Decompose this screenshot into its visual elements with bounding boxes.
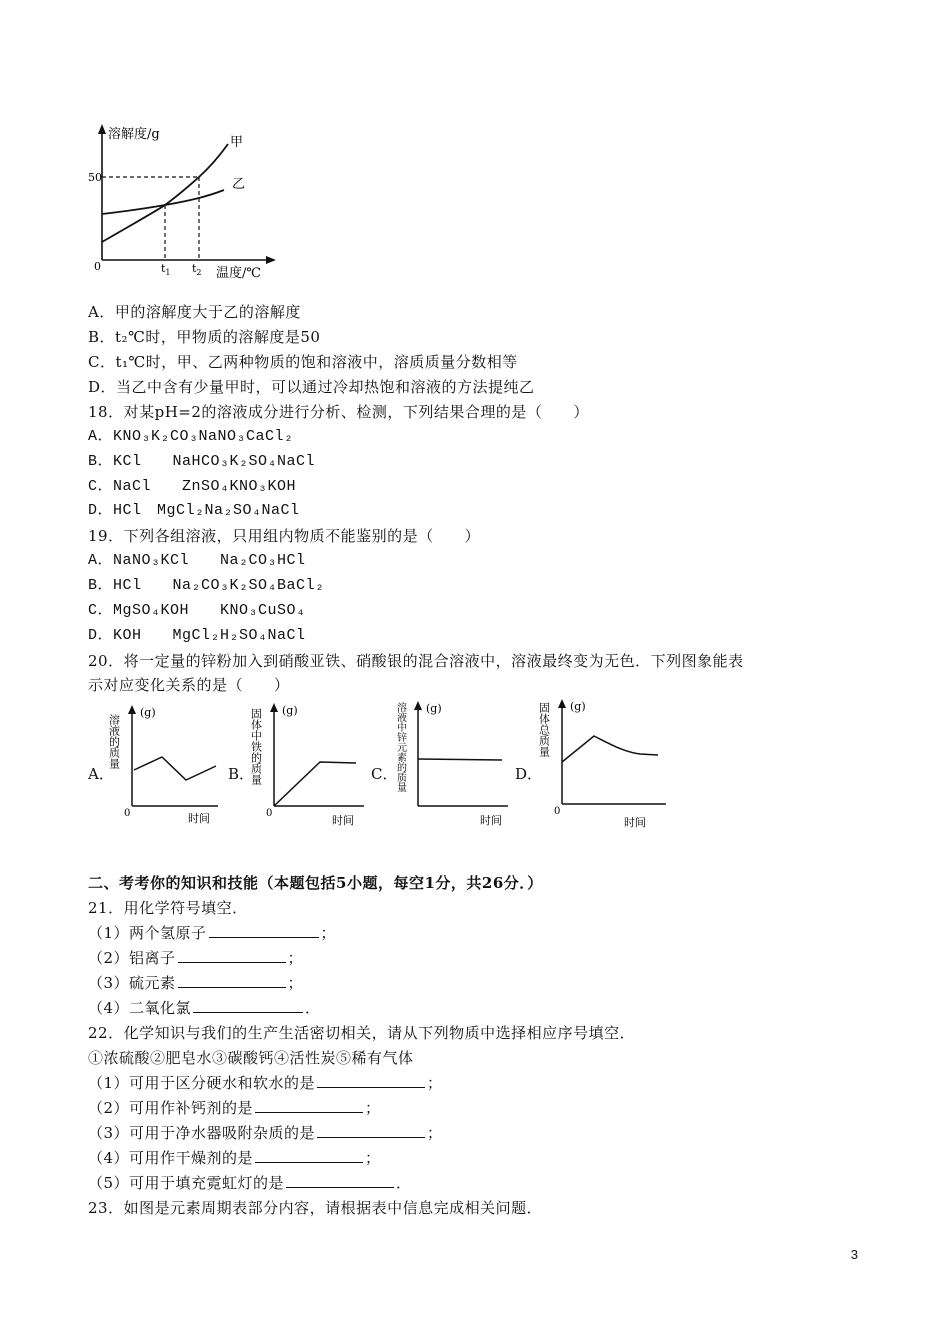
- q20-graph-c-label: C．: [371, 765, 398, 783]
- q19-option-a: A．NaNO₃KCl Na₂CO₃HCl: [88, 552, 306, 569]
- section2-heading: 二、考考你的知识和技能（本题包括5小题，每空1分，共26分．）: [88, 874, 543, 892]
- q22-blank-2[interactable]: [255, 1098, 363, 1113]
- q21-item-1-text: （1）两个氢原子: [88, 924, 207, 942]
- q18-option-d: D．HCl MgCl₂Na₂SO₄NaCl: [88, 502, 300, 519]
- q22-blank-5[interactable]: [286, 1173, 394, 1188]
- chart-ylabel: 溶解度/g: [108, 127, 160, 142]
- q17-option-d: D．当乙中含有少量甲时，可以通过冷却热饱和溶液的方法提纯乙: [88, 378, 535, 396]
- q20-graph-a: [107, 700, 230, 828]
- q18-option-b: B．KCl NaHCO₃K₂SO₄NaCl: [88, 453, 316, 470]
- q20-graph-d-label: D．: [515, 765, 543, 783]
- chart-x-tick-t2: $t_2$: [192, 262, 202, 277]
- q22-item-3: [88, 1123, 443, 1143]
- graph-b-xlabel: 时间: [332, 814, 354, 827]
- q21-item-3: [88, 973, 303, 993]
- q17-option-a: A．甲的溶解度大于乙的溶解度: [88, 303, 301, 321]
- q21-stem: 21．用化学符号填空．: [88, 899, 248, 917]
- q18-option-c: C．NaCl ZnSO₄KNO₃KOH: [88, 478, 297, 495]
- q21-item-3-text: （3）硫元素: [88, 974, 176, 992]
- q21-item-3-end: ；: [287, 974, 304, 992]
- graph-b-unit: (g): [282, 704, 298, 717]
- q20-graph-c: [396, 696, 516, 828]
- graph-a-xlabel: 时间: [188, 812, 210, 825]
- q21-item-1: [88, 923, 336, 943]
- graph-d-unit: (g): [570, 700, 586, 713]
- graph-b-line: [274, 762, 356, 806]
- graph-a-unit: (g): [140, 706, 156, 719]
- q20-graph-b: [249, 698, 372, 828]
- graph-d-line: [562, 736, 658, 762]
- graph-c-unit: (g): [426, 702, 442, 715]
- q20-graph-b-label: B．: [228, 765, 255, 783]
- q21-blank-4[interactable]: [193, 998, 303, 1013]
- graph-b-origin: 0: [266, 808, 273, 819]
- q22-item-1-end: ；: [427, 1074, 443, 1092]
- solubility-chart: [88, 122, 288, 287]
- q21-blank-3[interactable]: [178, 973, 286, 988]
- q22-blank-3[interactable]: [317, 1123, 425, 1138]
- q21-item-2: [88, 948, 303, 968]
- q22-item-2: [88, 1098, 381, 1118]
- q20-stem-line2: 示对应变化关系的是（ ）: [88, 676, 290, 694]
- q20-graph-d: [537, 694, 670, 830]
- q22-item-5: [88, 1173, 412, 1193]
- q22-stem: 22．化学知识与我们的生产生活密切相关，请从下列物质中选择相应序号填空．: [88, 1024, 636, 1042]
- chart-x-tick-t1: $t_1$: [161, 262, 171, 277]
- q22-item-1: [88, 1073, 443, 1093]
- q21-item-4-end: ．: [305, 999, 321, 1017]
- q22-item-1-text: （1）可用于区分硬水和软水的是: [88, 1074, 316, 1092]
- q21-blank-2[interactable]: [178, 948, 286, 963]
- q17-option-c: C．t₁℃时，甲、乙两种物质的饱和溶液中，溶质质量分数相等: [88, 353, 518, 371]
- page-number: 3: [850, 1247, 858, 1262]
- graph-b-ylabel: 固体中铁的质量: [249, 708, 263, 785]
- q20-stem-line1: 20．将一定量的锌粉加入到硝酸亚铁、硝酸银的混合溶液中，溶液最终变为无色．下列图象能表: [88, 652, 744, 670]
- curve-yi-label: 乙: [232, 177, 246, 192]
- chart-xlabel: 温度/℃: [216, 266, 261, 281]
- q20-graph-a-label: A．: [88, 765, 114, 783]
- graph-a-origin: 0: [124, 808, 131, 819]
- q22-item-2-end: ；: [365, 1099, 381, 1117]
- q21-blank-1[interactable]: [209, 923, 319, 938]
- curve-jia-label: 甲: [230, 135, 244, 150]
- graph-a-line: [134, 757, 216, 780]
- graph-c-line: [418, 759, 502, 760]
- q19-option-c: C．MgSO₄KOH KNO₃CuSO₄: [88, 602, 306, 619]
- q21-item-1-end: ；: [320, 924, 337, 942]
- graph-c-xlabel: 时间: [480, 814, 502, 827]
- q22-item-5-end: ．: [396, 1174, 412, 1192]
- curve-yi: [102, 190, 224, 214]
- q22-item-4-text: （4）可用作干燥剂的是: [88, 1149, 254, 1167]
- chart-y-tick-50: 50: [88, 171, 102, 184]
- q21-item-4: [88, 998, 321, 1018]
- q23-stem: 23．如图是元素周期表部分内容，请根据表中信息完成相关问题．: [88, 1199, 543, 1217]
- q22-item-5-text: （5）可用于填充霓虹灯的是: [88, 1174, 285, 1192]
- q22-item-3-end: ；: [427, 1124, 443, 1142]
- q17-option-b: B．t₂℃时，甲物质的溶解度是50: [88, 328, 321, 346]
- graph-d-origin: 0: [554, 806, 561, 817]
- q21-item-2-end: ；: [287, 949, 304, 967]
- q18-option-a: A．KNO₃K₂CO₃NaNO₃CaCl₂: [88, 428, 294, 445]
- chart-origin: 0: [94, 260, 101, 273]
- q22-item-2-text: （2）可用作补钙剂的是: [88, 1099, 254, 1117]
- q18-stem: 18．对某pH=2的溶液成分进行分析、检测，下列结果合理的是（ ）: [88, 403, 589, 421]
- graph-d-ylabel: 固体总质量: [537, 702, 551, 757]
- q19-option-d: D．KOH MgCl₂H₂SO₄NaCl: [88, 627, 306, 644]
- q22-item-4-end: ；: [365, 1149, 381, 1167]
- q19-option-b: B．HCl Na₂CO₃K₂SO₄BaCl₂: [88, 577, 325, 594]
- graph-a-ylabel: 溶液的质量: [107, 714, 121, 769]
- q22-item-4: [88, 1148, 381, 1168]
- q22-blank-1[interactable]: [317, 1073, 425, 1088]
- q22-choices: ①浓硫酸②肥皂水③碳酸钙④活性炭⑤稀有气体: [88, 1049, 414, 1067]
- graph-d-xlabel: 时间: [624, 816, 646, 829]
- graph-c-ylabel: 溶液中锌元素的质量: [394, 702, 406, 792]
- q22-item-3-text: （3）可用于净水器吸附杂质的是: [88, 1124, 316, 1142]
- q22-blank-4[interactable]: [255, 1148, 363, 1163]
- q21-item-4-text: （4）二氧化氯: [88, 999, 192, 1017]
- q19-stem: 19．下列各组溶液，只用组内物质不能鉴别的是（ ）: [88, 527, 481, 545]
- q21-item-2-text: （2）铝离子: [88, 949, 176, 967]
